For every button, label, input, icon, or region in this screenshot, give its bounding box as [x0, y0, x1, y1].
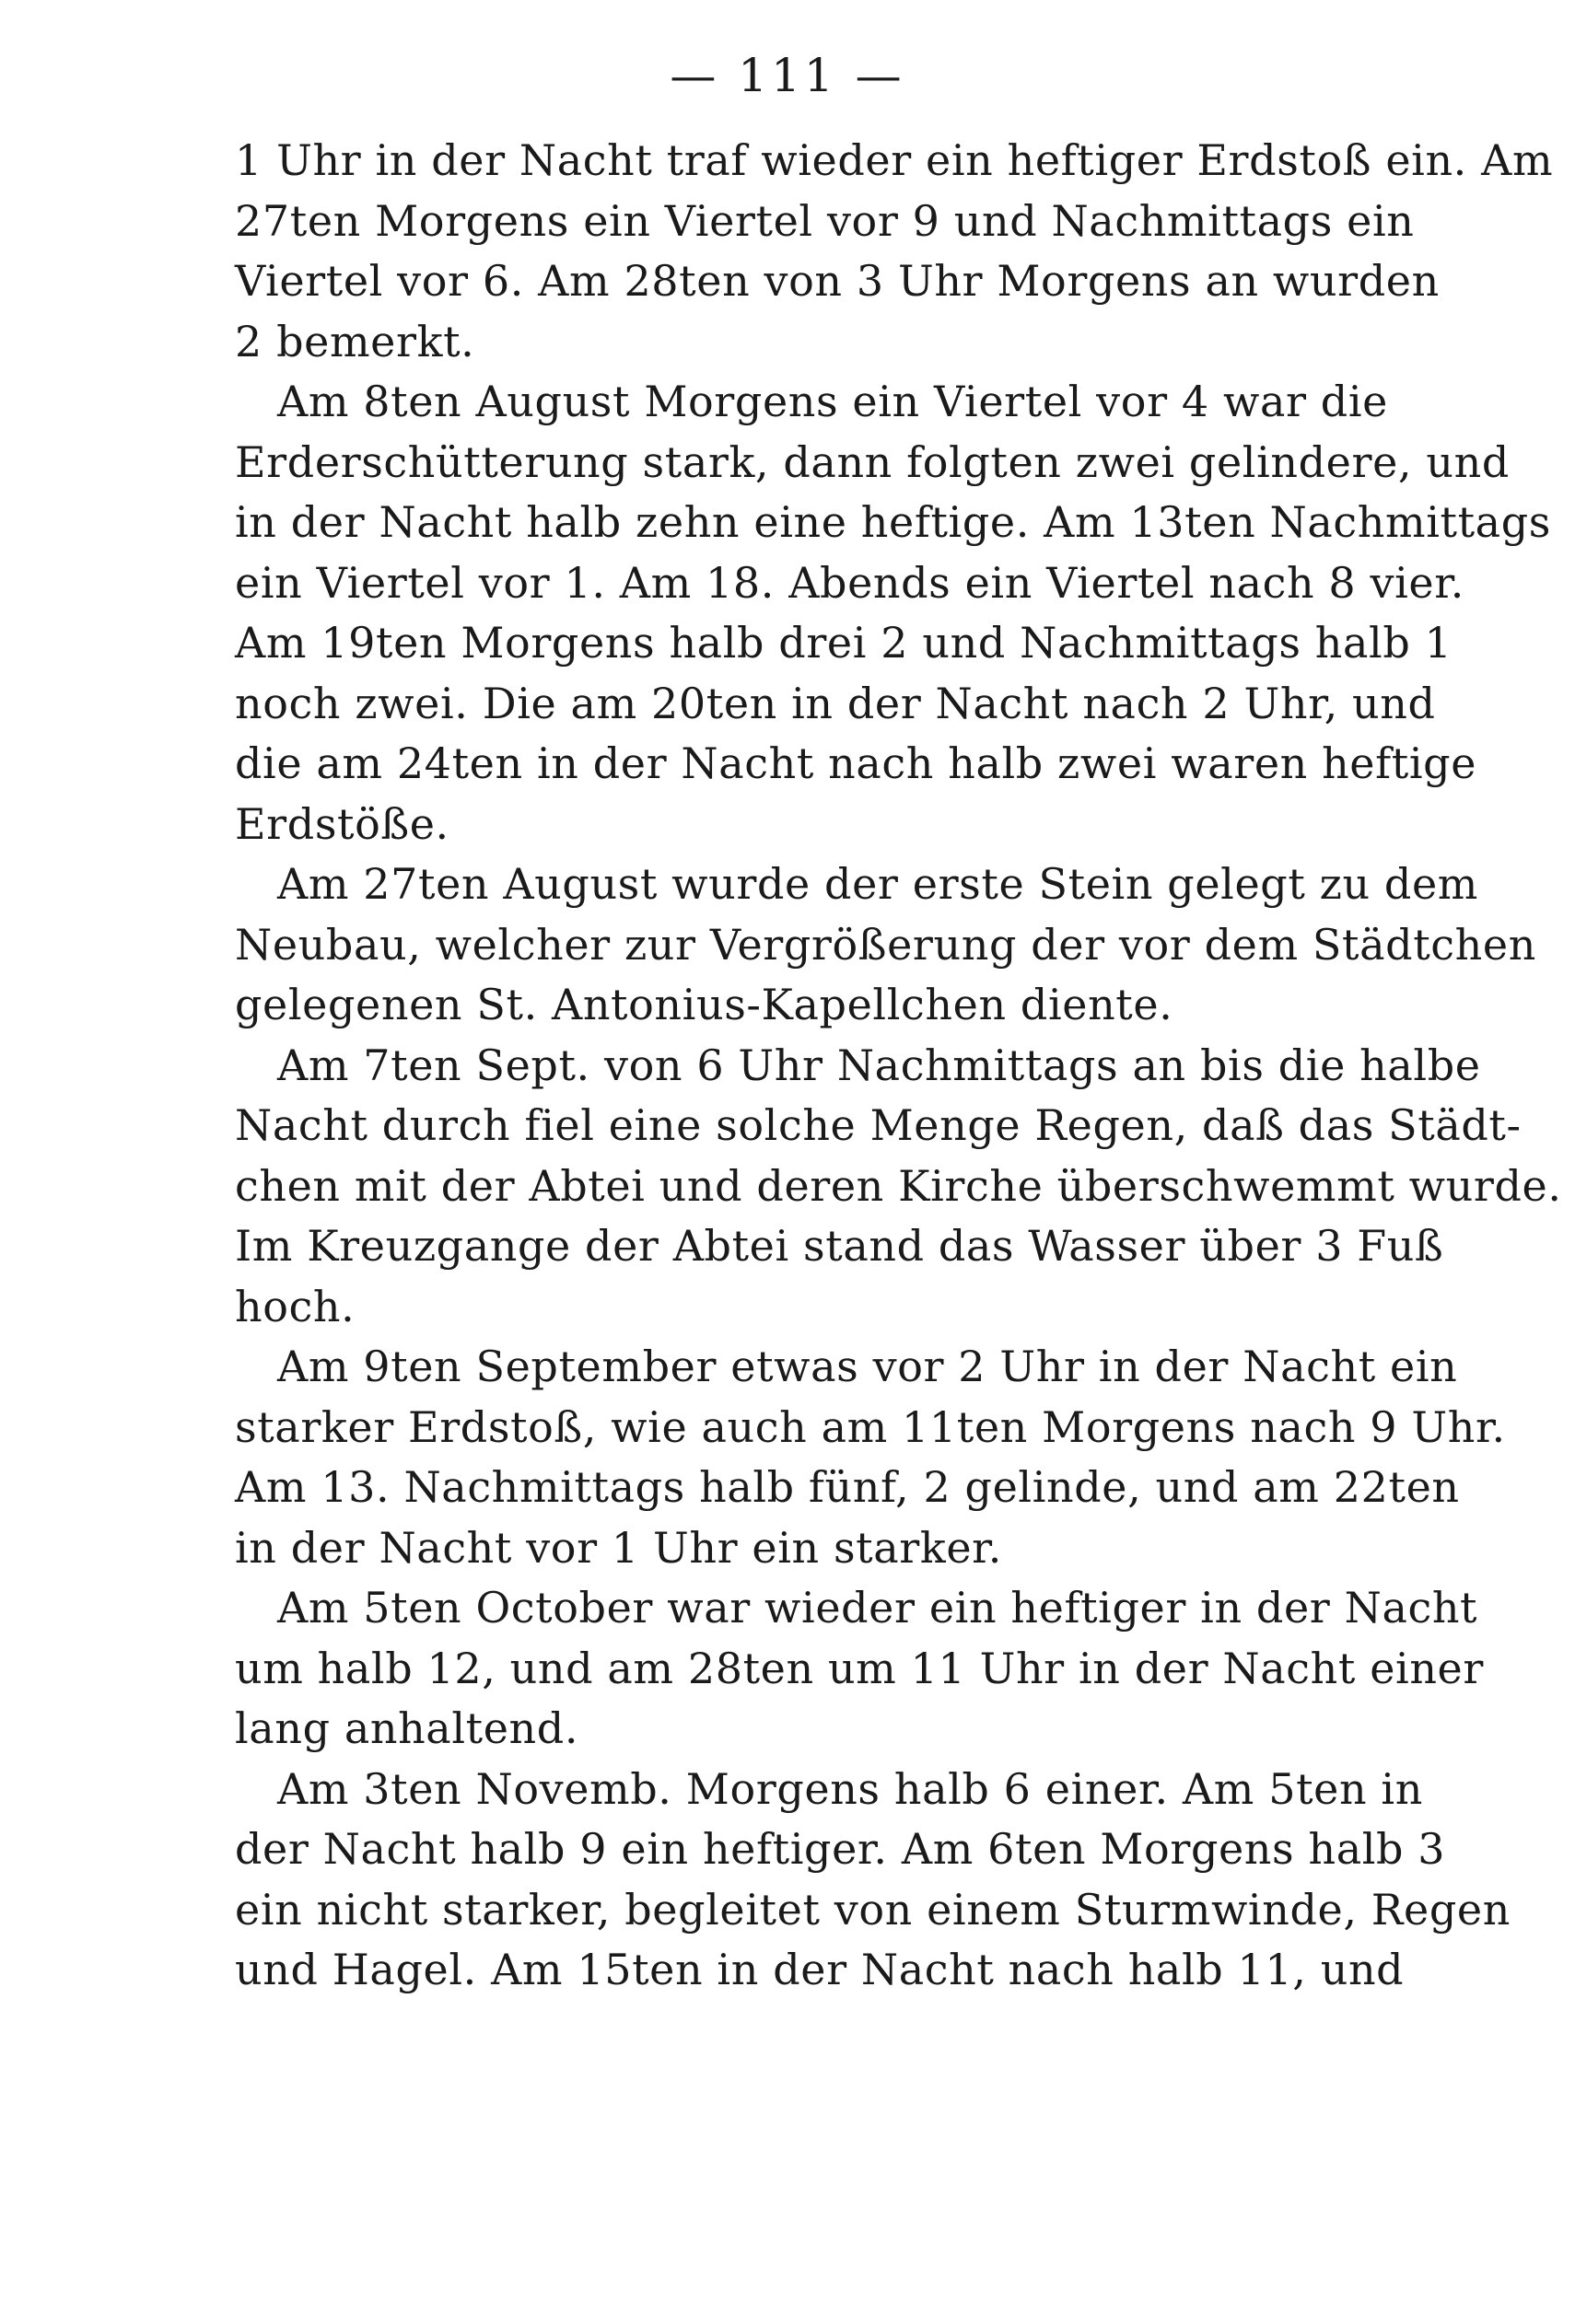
text-line: der Nacht halb 9 ein heftiger. Am 6ten Morgens halb 3: [235, 1824, 1446, 1874]
text-line: hoch.: [235, 1281, 356, 1331]
paragraph: [235, 131, 1554, 372]
text-line: in der Nacht halb zehn eine heftige. Am 13ten Nachmittags: [235, 497, 1551, 547]
text-line: und Hagel. Am 15ten in der Nacht nach halb 11, und: [235, 1945, 1405, 1994]
page-number: — 111 —: [670, 49, 905, 102]
text-line: Am 7ten Sept. von 6 Uhr Nachmittags an bis die halbe: [277, 1040, 1481, 1090]
text-line: Am 8ten August Morgens ein Viertel vor 4 war die: [277, 377, 1388, 426]
paragraph: [235, 854, 1536, 1036]
text-line: lang anhaltend.: [235, 1703, 579, 1753]
text-line: die am 24ten in der Nacht nach halb zwei waren heftige: [235, 738, 1477, 788]
text-line: um halb 12, und am 28ten um 11 Uhr in der Nacht einer: [235, 1643, 1484, 1693]
paragraph: [235, 1760, 1511, 2001]
text-line: Erdstöße.: [235, 798, 449, 849]
text-line: noch zwei. Die am 20ten in der Nacht nach 2 Uhr, und: [235, 678, 1436, 728]
paragraph: [235, 1036, 1562, 1338]
text-line: Am 9ten September etwas vor 2 Uhr in der Nacht ein: [277, 1342, 1458, 1391]
paragraph: [235, 1578, 1484, 1760]
text-line: 2 bemerkt.: [235, 316, 475, 366]
text-line: Nacht durch fiel eine solche Menge Regen, daß das Städt-: [235, 1100, 1522, 1150]
text-line: ein Viertel vor 1. Am 18. Abends ein Viertel nach 8 vier.: [235, 557, 1464, 608]
paragraph: [235, 372, 1551, 854]
text-line: Am 27ten August wurde der erste Stein gelegt zu dem: [277, 859, 1478, 909]
text-line: ein nicht starker, begleitet von einem Sturmwinde, Regen: [235, 1884, 1511, 1935]
text-line: Erderschütterung stark, dann folgten zwei gelindere, und: [235, 436, 1510, 487]
text-line: chen mit der Abtei und deren Kirche überschwemmt wurde.: [235, 1160, 1562, 1211]
text-line: Neubau, welcher zur Vergrößerung der vor dem Städtchen: [235, 919, 1536, 970]
text-line: gelegenen St. Antonius-Kapellchen diente.: [235, 980, 1173, 1029]
text-line: Viertel vor 6. Am 28ten von 3 Uhr Morgens an wurden: [235, 256, 1440, 306]
text-line: Am 13. Nachmittags halb fünf, 2 gelinde, und am 22ten: [235, 1462, 1460, 1512]
text-line: Am 5ten October war wieder ein heftiger in der Nacht: [277, 1583, 1478, 1633]
body-text: [235, 131, 1562, 2001]
text-line: starker Erdstoß, wie auch am 11ten Morgens nach 9 Uhr.: [235, 1401, 1506, 1452]
text-line: 27ten Morgens ein Viertel vor 9 und Nachmittags ein: [235, 195, 1415, 246]
text-line: Im Kreuzgange der Abtei stand das Wasser über 3 Fuß: [235, 1221, 1444, 1271]
text-line: 1 Uhr in der Nacht traf wieder ein heftiger Erdstoß ein. Am: [235, 135, 1554, 185]
paragraph: [235, 1337, 1506, 1578]
text-line: Am 3ten Novemb. Morgens halb 6 einer. Am 5ten in: [277, 1763, 1423, 1814]
text-line: in der Nacht vor 1 Uhr ein starker.: [235, 1522, 1002, 1573]
text-line: Am 19ten Morgens halb drei 2 und Nachmittags halb 1: [235, 618, 1452, 668]
